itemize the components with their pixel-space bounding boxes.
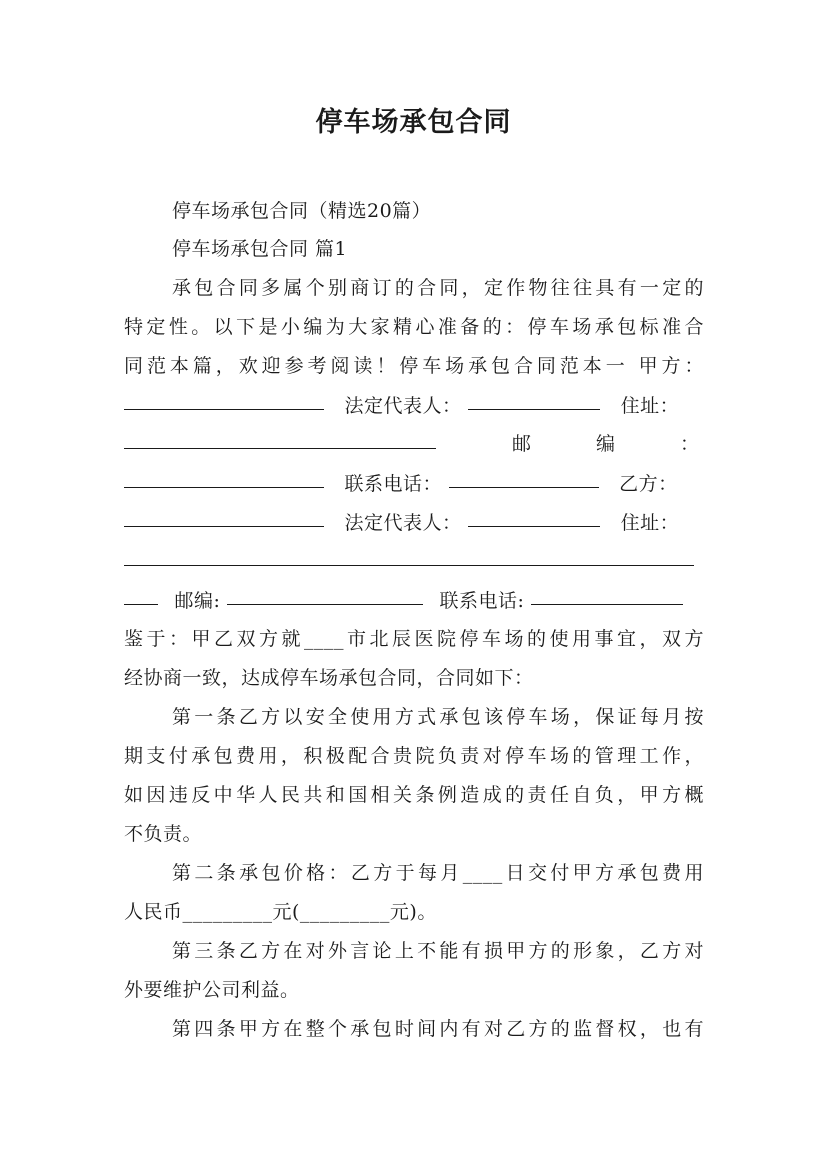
intro-line-1: 承包合同多属个别商订的合同，定作物往往具有一定的 (172, 277, 704, 299)
section-heading: 停车场承包合同 篇1 (172, 238, 348, 260)
label-phone-b: 联系电话: (439, 590, 525, 612)
form-line-party-b-rep (124, 508, 704, 537)
form-line-party-a-rep (124, 391, 704, 420)
article3-line-1: 第三条乙方在对外言论上不能有损甲方的形象，乙方对 (172, 940, 704, 962)
article1-line-3: 如因违反中华人民共和国相关条例造成的责任自负，甲方概 (124, 784, 704, 806)
blank-party-b-name (124, 506, 324, 527)
label-party-b: 乙方： (619, 473, 678, 495)
blank-party-b-address (124, 545, 694, 566)
form-line-party-a-phone (124, 469, 704, 498)
label-zip-char-1: 邮 (512, 433, 532, 455)
article2-line-1: 第二条承包价格：乙方于每月____日交付甲方承包费用 (172, 862, 704, 884)
article3-line-2: 外要维护公司利益。 (124, 979, 300, 1001)
label-address-b: 住址： (620, 512, 680, 534)
label-legal-rep-b: 法定代表人： (344, 512, 462, 534)
article4-line-1: 第四条甲方在整个承包时间内有对乙方的监督权，也有 (172, 1018, 704, 1040)
document-title: 停车场承包合同 (315, 107, 512, 138)
blank-party-a-name (124, 389, 324, 410)
intro-line-3: 同范本篇，欢迎参考阅读！停车场承包合同范本一 甲方： (124, 355, 704, 377)
blank-legal-rep-b (468, 506, 600, 527)
label-legal-rep: 法定代表人： (344, 395, 462, 417)
whereas-line-2: 经协商一致，达成停车场承包合同，合同如下： (124, 667, 534, 689)
form-line-party-b-address (124, 547, 704, 576)
blank-party-a-address (124, 428, 436, 449)
label-zip-char-3: ： (680, 433, 700, 455)
subtitle: 停车场承包合同（精选20篇） (172, 200, 432, 222)
blank-legal-rep (468, 389, 600, 410)
label-zip: 邮编: (174, 590, 221, 612)
blank-party-b-zip (227, 584, 423, 605)
article1-line-2: 期支付承包费用，积极配合贵院负责对停车场的管理工作， (124, 745, 704, 767)
article1-line-4: 不负责。 (124, 823, 203, 845)
blank-party-a-phone (449, 467, 599, 488)
label-phone: 联系电话： (344, 473, 443, 495)
blank-party-b-phone (531, 584, 683, 605)
form-line-party-a-zip (124, 430, 704, 459)
blank-address-tail (124, 584, 158, 605)
label-zip-char-2: 编 (596, 433, 616, 455)
intro-line-2: 特定性。以下是小编为大家精心准备的：停车场承包标准合 (124, 316, 704, 338)
blank-party-a-zip (124, 467, 324, 488)
article2-line-2: 人民币_________元(_________元)。 (124, 901, 437, 923)
whereas-line-1: 鉴于：甲乙双方就____市北辰医院停车场的使用事宜，双方 (124, 628, 704, 650)
label-address: 住址： (620, 395, 680, 417)
article1-line-1: 第一条乙方以安全使用方式承包该停车场，保证每月按 (172, 706, 704, 728)
form-line-party-b-zip-phone (124, 586, 704, 615)
